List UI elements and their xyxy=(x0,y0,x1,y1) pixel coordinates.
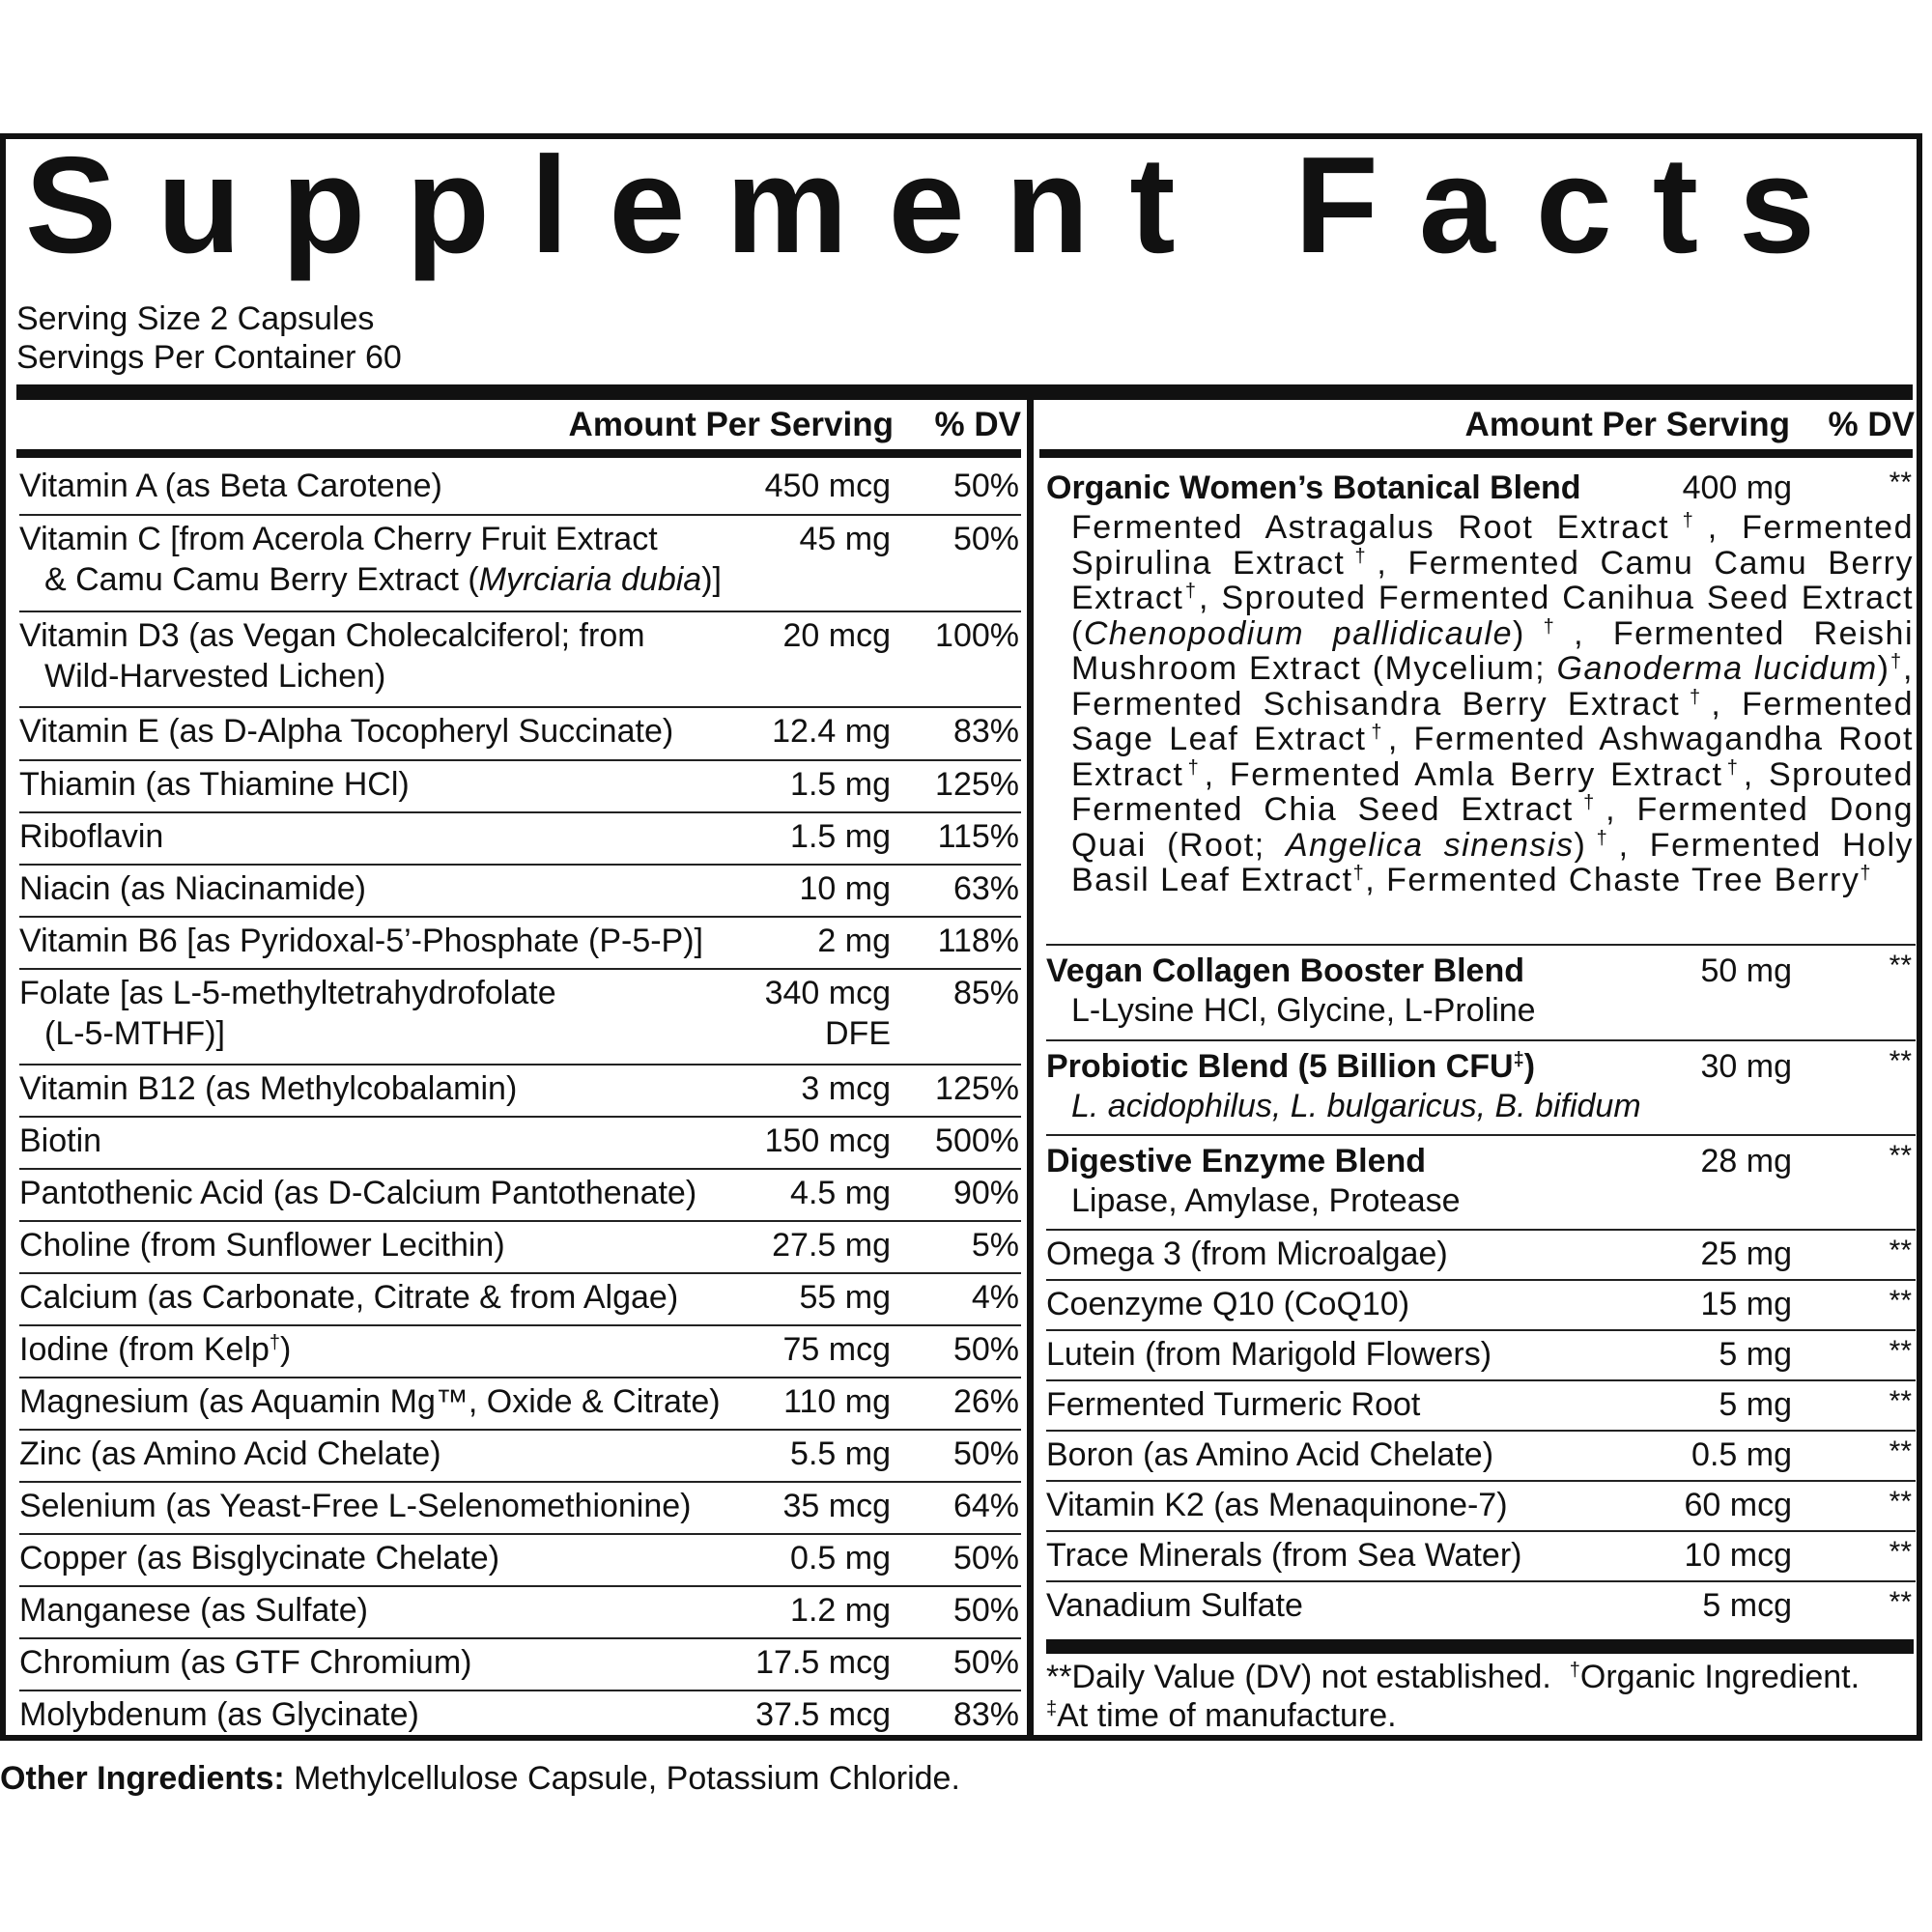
nutrient-amount: 1.5 mg xyxy=(790,766,891,803)
nutrient-row xyxy=(1046,1582,1916,1633)
nutrient-row xyxy=(19,516,1021,612)
nutrient-name xyxy=(19,1121,101,1161)
dv-not-established: ** xyxy=(1889,1285,1912,1317)
nutrient-amount: 1.5 mg xyxy=(790,818,891,855)
nutrient-amount: 2 mg xyxy=(817,923,891,959)
nutrient-row xyxy=(19,1065,1021,1118)
nutrient-name-text: Vitamin B12 (as Methylcobalamin) xyxy=(19,1070,518,1107)
nutrient-dv: 26% xyxy=(952,1383,1019,1420)
blend-name xyxy=(1046,951,1524,991)
nutrient-row xyxy=(19,1222,1021,1274)
ingredient-text: , Fermented Sage Leaf Extract xyxy=(1071,685,1914,757)
nutrient-dv: 50% xyxy=(952,468,1019,504)
nutrient-amount-unit: DFE xyxy=(825,1015,891,1052)
nutrient-name-text: Vitamin B6 [as Pyridoxal-5’-Phosphate (P-5-P)] xyxy=(19,923,704,959)
nutrient-row xyxy=(19,1118,1021,1170)
nutrient-row xyxy=(1046,1432,1916,1482)
nutrient-dv: 4% xyxy=(971,1279,1019,1316)
blend-name-text: Probiotic Blend (5 Billion CFU xyxy=(1046,1048,1514,1085)
ingredient-text: ) xyxy=(1574,826,1587,864)
other-ingredients-label: Other Ingredients: xyxy=(0,1760,285,1797)
nutrient-name-text: Manganese (as Sulfate) xyxy=(19,1592,368,1629)
blend-ingredients: L. acidophilus, L. bulgaricus, B. bifidum xyxy=(1071,1088,1641,1124)
nutrient-name xyxy=(19,1694,419,1735)
nutrient-row xyxy=(19,1378,1021,1431)
ingredient-text: , Fermented Schisandra Berry Extract xyxy=(1071,650,1914,723)
dv-not-established: ** xyxy=(1889,1385,1912,1417)
nutrient-dv: 83% xyxy=(952,713,1019,750)
blend-name-text: Organic Women’s Botanical Blend xyxy=(1046,469,1581,506)
nutrient-name xyxy=(19,1068,517,1109)
latin-name: Ganoderma lucidum xyxy=(1556,650,1878,687)
blend-name xyxy=(1046,468,1581,508)
nutrient-name xyxy=(19,519,658,559)
panel-title: Supplement Facts xyxy=(25,128,1857,282)
organic-mark: † xyxy=(1860,863,1872,884)
nutrient-name: Vitamin K2 (as Menaquinone-7) xyxy=(1046,1487,1508,1523)
nutrient-name-line2-text: (L-5-MTHF)] xyxy=(44,1015,225,1052)
dv-not-established: ** xyxy=(1889,1335,1912,1367)
organic-mark: † xyxy=(1366,722,1388,743)
nutrient-row xyxy=(1046,1331,1916,1381)
nutrient-name: Omega 3 (from Microalgae) xyxy=(1046,1236,1448,1272)
nutrient-dv: 50% xyxy=(952,1592,1019,1629)
serving-size: Serving Size 2 Capsules xyxy=(16,300,375,337)
nutrient-dv: 90% xyxy=(952,1175,1019,1211)
blend-amount: 30 mg xyxy=(1700,1048,1792,1085)
blend-row xyxy=(1046,946,1916,1041)
nutrient-name-line2 xyxy=(44,1013,225,1054)
blend-row xyxy=(1046,463,1916,946)
organic-mark: † xyxy=(1345,545,1378,567)
nutrient-row xyxy=(19,1274,1021,1326)
nutrient-amount: 5 mg xyxy=(1719,1336,1792,1373)
nutrient-name xyxy=(19,711,673,752)
nutrient-dv: 85% xyxy=(952,975,1019,1011)
latin-name: Angelica sinensis xyxy=(1285,826,1575,864)
nutrient-amount: 5.5 mg xyxy=(790,1435,891,1472)
nutrient-dv: 83% xyxy=(952,1696,1019,1733)
nutrient-name: Fermented Turmeric Root xyxy=(1046,1386,1421,1423)
other-ingredients-text: Methylcellulose Capsule, Potassium Chloride. xyxy=(284,1760,960,1797)
nutrient-amount: 4.5 mg xyxy=(790,1175,891,1211)
left-dv-header: % DV xyxy=(934,406,1021,443)
nutrient-name-text: Vitamin A (as Beta Carotene) xyxy=(19,468,442,504)
organic-mark: † xyxy=(1183,756,1205,779)
nutrient-name xyxy=(19,615,645,656)
ingredient-text: , Fermented Dong Quai (Root; xyxy=(1071,791,1914,864)
dv-not-established: ** xyxy=(1889,467,1912,498)
dv-not-established: ** xyxy=(1889,1435,1912,1467)
dv-not-established: ** xyxy=(1889,950,1912,981)
blend-amount: 50 mg xyxy=(1700,952,1792,989)
nutrient-row xyxy=(1046,1381,1916,1432)
organic-mark: † xyxy=(1524,615,1575,638)
nutrient-name-text: Zinc (as Amino Acid Chelate) xyxy=(19,1435,441,1472)
nutrient-amount: 12.4 mg xyxy=(772,713,891,750)
column-divider xyxy=(1027,400,1034,1741)
nutrient-name-line2 xyxy=(44,656,385,696)
nutrient-amount: 450 mcg xyxy=(764,468,891,504)
nutrient-amount: 20 mcg xyxy=(782,617,891,654)
ingredient-text: , Sprouted Fermented Canihua Seed Extract ( xyxy=(1071,580,1915,652)
nutrient-dv: 50% xyxy=(952,1540,1019,1577)
nutrient-name xyxy=(19,1642,471,1683)
nutrient-name xyxy=(19,1329,291,1370)
nutrient-amount: 3 mcg xyxy=(801,1070,891,1107)
nutrient-name: Boron (as Amino Acid Chelate) xyxy=(1046,1436,1494,1473)
nutrient-row xyxy=(19,813,1021,866)
nutrient-amount: 27.5 mg xyxy=(772,1227,891,1264)
organic-mark: † xyxy=(1183,581,1199,602)
blend-amount: 400 mg xyxy=(1682,469,1792,506)
nutrient-amount: 15 mg xyxy=(1700,1286,1792,1322)
servings-per-container: Servings Per Container 60 xyxy=(16,339,402,376)
dv-not-established: ** xyxy=(1889,1536,1912,1568)
nutrient-name xyxy=(19,973,556,1013)
nutrient-name-text: Calcium (as Carbonate, Citrate & from Algae) xyxy=(19,1279,679,1316)
nutrient-amount: 60 mcg xyxy=(1684,1487,1792,1523)
nutrient-dv: 64% xyxy=(952,1488,1019,1524)
nutrient-amount: 0.5 mg xyxy=(790,1540,891,1577)
nutrient-name xyxy=(19,1277,678,1318)
nutrient-name: Lutein (from Marigold Flowers) xyxy=(1046,1336,1492,1373)
nutrient-name-tail: ) xyxy=(280,1331,292,1368)
blend-row xyxy=(1046,1136,1916,1231)
nutrient-dv: 500% xyxy=(935,1122,1019,1159)
blend-amount: 28 mg xyxy=(1700,1143,1792,1179)
nutrient-name xyxy=(19,764,410,805)
organic-mark: † xyxy=(1722,756,1744,779)
nutrient-name xyxy=(19,1434,441,1474)
nutrient-amount: 110 mg xyxy=(783,1383,891,1420)
ingredient-text: , Fermented Amla Berry Extract xyxy=(1204,755,1723,793)
ingredient-text: , Fermented Spirulina Extract xyxy=(1071,509,1914,582)
nutrient-name-text: Vitamin E (as D-Alpha Tocopheryl Succinate) xyxy=(19,713,674,750)
organic-mark: † xyxy=(1586,827,1619,849)
nutrient-name-text: Thiamin (as Thiamine HCl) xyxy=(19,766,410,803)
nutrient-amount: 17.5 mcg xyxy=(755,1644,891,1681)
nutrient-row xyxy=(19,761,1021,813)
nutrient-name-line2 xyxy=(44,559,722,600)
footnote-manufacture xyxy=(1046,1696,1916,1735)
nutrient-name xyxy=(19,1486,692,1526)
right-header-rule xyxy=(1039,449,1913,458)
organic-mark: † xyxy=(1669,510,1708,531)
footnote-rule xyxy=(1046,1639,1914,1654)
nutrient-dv: 50% xyxy=(952,1331,1019,1368)
nutrient-amount: 45 mg xyxy=(799,521,891,557)
left-amount-header: Amount Per Serving xyxy=(568,406,894,443)
nutrient-amount: 0.5 mg xyxy=(1691,1436,1792,1473)
left-nutrient-column xyxy=(19,463,1021,1744)
nutrient-dv: 115% xyxy=(937,818,1019,855)
nutrient-dv: 50% xyxy=(952,521,1019,557)
nutrient-amount: 35 mcg xyxy=(782,1488,891,1524)
nutrient-row xyxy=(19,1691,1021,1744)
nutrient-row xyxy=(19,1326,1021,1378)
nutrient-dv: 50% xyxy=(952,1644,1019,1681)
nutrient-row xyxy=(1046,1231,1916,1281)
nutrient-name-text: Choline (from Sunflower Lecithin) xyxy=(19,1227,505,1264)
nutrient-dv: 125% xyxy=(935,766,1019,803)
other-ingredients xyxy=(0,1760,960,1798)
blend-row xyxy=(1046,1041,1916,1136)
nutrient-name xyxy=(19,1225,505,1265)
blend-ingredients: L-Lysine HCl, Glycine, L-Proline xyxy=(1071,992,1536,1029)
ingredient-text: , Sprouted Fermented Chia Seed Extract xyxy=(1071,755,1914,828)
nutrient-amount: 150 mcg xyxy=(764,1122,891,1159)
organic-mark: † xyxy=(269,1332,281,1353)
nutrient-row xyxy=(19,866,1021,918)
nutrient-amount: 75 mcg xyxy=(782,1331,891,1368)
nutrient-amount: 10 mcg xyxy=(1684,1537,1792,1574)
nutrient-amount: 5 mg xyxy=(1719,1386,1792,1423)
nutrient-name-text: Riboflavin xyxy=(19,818,164,855)
blend-name-tail: ) xyxy=(1523,1048,1536,1085)
dv-not-established: ** xyxy=(1889,1045,1912,1077)
ingredient-text: , Fermented Reishi Mushroom Extract (Mycelium; xyxy=(1071,614,1915,687)
nutrient-amount: 55 mg xyxy=(799,1279,891,1316)
nutrient-name: Vanadium Sulfate xyxy=(1046,1587,1303,1624)
nutrient-name-line2-text: & Camu Camu Berry Extract ( xyxy=(44,561,479,598)
footnote-manufacture-text: At time of manufacture. xyxy=(1057,1697,1397,1734)
left-header-rule xyxy=(16,449,1021,458)
organic-mark: † xyxy=(1352,863,1366,884)
dv-not-established: ** xyxy=(1889,1140,1912,1172)
nutrient-name xyxy=(19,466,442,506)
footnote-organic-text: Organic Ingredient. xyxy=(1579,1659,1861,1695)
nutrient-name: Coenzyme Q10 (CoQ10) xyxy=(1046,1286,1410,1322)
nutrient-name-text: Pantothenic Acid (as D-Calcium Pantothenate) xyxy=(19,1175,697,1211)
nutrient-row xyxy=(19,970,1021,1065)
ingredient-text: ) xyxy=(1513,614,1525,652)
nutrient-name xyxy=(19,1173,696,1213)
organic-mark: † xyxy=(1889,651,1904,672)
nutrient-amount: 1.2 mg xyxy=(790,1592,891,1629)
ingredient-text: ) xyxy=(1877,650,1890,687)
nutrient-name-text: Biotin xyxy=(19,1122,102,1159)
nutrient-amount: 5 mcg xyxy=(1702,1587,1792,1624)
blend-name-text: Vegan Collagen Booster Blend xyxy=(1046,952,1524,989)
organic-mark: † xyxy=(1680,686,1712,708)
latin-name: Chenopodium pallidicaule xyxy=(1083,614,1514,652)
footnote-dv xyxy=(1046,1658,1916,1696)
nutrient-name-text: Selenium (as Yeast-Free L-Selenomethionine) xyxy=(19,1488,692,1524)
nutrient-name xyxy=(19,1381,721,1422)
nutrient-row xyxy=(1046,1482,1916,1532)
organic-mark: † xyxy=(1573,792,1606,813)
nutrient-row xyxy=(19,1587,1021,1639)
nutrient-name-text: Magnesium (as Aquamin Mg™, Oxide & Citrate) xyxy=(19,1383,721,1420)
blend-name-text: Digestive Enzyme Blend xyxy=(1046,1143,1427,1179)
nutrient-name-text: Vitamin D3 (as Vegan Cholecalciferol; from xyxy=(19,617,645,654)
latin-name: Myrciaria dubia xyxy=(478,561,702,598)
nutrient-name xyxy=(19,868,366,909)
nutrient-name xyxy=(19,816,163,857)
nutrient-row xyxy=(1046,1532,1916,1582)
nutrient-amount: 10 mg xyxy=(799,870,891,907)
nutrient-name: Trace Minerals (from Sea Water) xyxy=(1046,1537,1522,1574)
nutrient-row xyxy=(19,918,1021,970)
nutrient-dv: 118% xyxy=(937,923,1019,959)
nutrient-row xyxy=(19,1639,1021,1691)
right-amount-header: Amount Per Serving xyxy=(1464,406,1790,443)
nutrient-name xyxy=(19,1538,499,1578)
dv-not-established: ** xyxy=(1889,1486,1912,1518)
nutrient-row xyxy=(1046,1281,1916,1331)
thick-rule-top xyxy=(16,384,1913,400)
blend-ingredients xyxy=(1071,510,1914,898)
nutrient-name xyxy=(19,1590,368,1631)
ingredient-text: , Fermented Camu Camu Berry Extract xyxy=(1071,544,1915,616)
nutrient-name-text: Chromium (as GTF Chromium) xyxy=(19,1644,472,1681)
footnote-dagger: † xyxy=(1569,1660,1580,1681)
dv-not-established: ** xyxy=(1889,1586,1912,1618)
nutrient-row xyxy=(19,463,1021,516)
right-dv-header: % DV xyxy=(1828,406,1915,443)
ingredient-text: , Fermented Chaste Tree Berry xyxy=(1365,862,1861,898)
nutrient-amount: 340 mcg xyxy=(764,975,891,1011)
nutrient-name-text: Copper (as Bisglycinate Chelate) xyxy=(19,1540,500,1577)
nutrient-row xyxy=(19,1483,1021,1535)
nutrient-name-text: Molybdenum (as Glycinate) xyxy=(19,1696,419,1733)
nutrient-amount: 25 mg xyxy=(1700,1236,1792,1272)
blend-ingredients: Lipase, Amylase, Protease xyxy=(1071,1182,1461,1219)
ingredient-text: , Fermented Ashwagandha Root Extract xyxy=(1071,721,1915,793)
nutrient-row xyxy=(19,1170,1021,1222)
nutrient-dv: 5% xyxy=(971,1227,1019,1264)
nutrient-name-text: Folate [as L-5-methyltetrahydrofolate xyxy=(19,975,556,1011)
blend-name xyxy=(1046,1046,1535,1087)
footnote-double-dagger: ‡ xyxy=(1046,1698,1058,1719)
nutrient-name-text: Niacin (as Niacinamide) xyxy=(19,870,367,907)
nutrient-name-text: Vitamin C [from Acerola Cherry Fruit Extract xyxy=(19,521,658,557)
nutrient-row xyxy=(19,1431,1021,1483)
nutrient-row xyxy=(19,612,1021,708)
nutrient-dv: 50% xyxy=(952,1435,1019,1472)
nutrient-name-text: Iodine (from Kelp xyxy=(19,1331,270,1368)
right-blend-column xyxy=(1046,463,1916,1633)
nutrient-name-line2-tail: )] xyxy=(701,561,722,598)
manufacture-mark: ‡ xyxy=(1513,1049,1524,1070)
nutrient-amount: 37.5 mcg xyxy=(755,1696,891,1733)
nutrient-dv: 63% xyxy=(952,870,1019,907)
footnote-dv-text: **Daily Value (DV) not established. xyxy=(1046,1659,1551,1695)
ingredient-text: , Fermented Holy Basil Leaf Extract xyxy=(1071,826,1915,898)
nutrient-name-line2-text: Wild-Harvested Lichen) xyxy=(44,658,386,695)
nutrient-row xyxy=(19,708,1021,761)
blend-name xyxy=(1046,1141,1426,1181)
nutrient-row xyxy=(19,1535,1021,1587)
dv-not-established: ** xyxy=(1889,1235,1912,1266)
ingredient-text: Fermented Astragalus Root Extract xyxy=(1071,509,1670,546)
nutrient-name xyxy=(19,921,703,961)
nutrient-dv: 125% xyxy=(935,1070,1019,1107)
nutrient-dv: 100% xyxy=(935,617,1019,654)
